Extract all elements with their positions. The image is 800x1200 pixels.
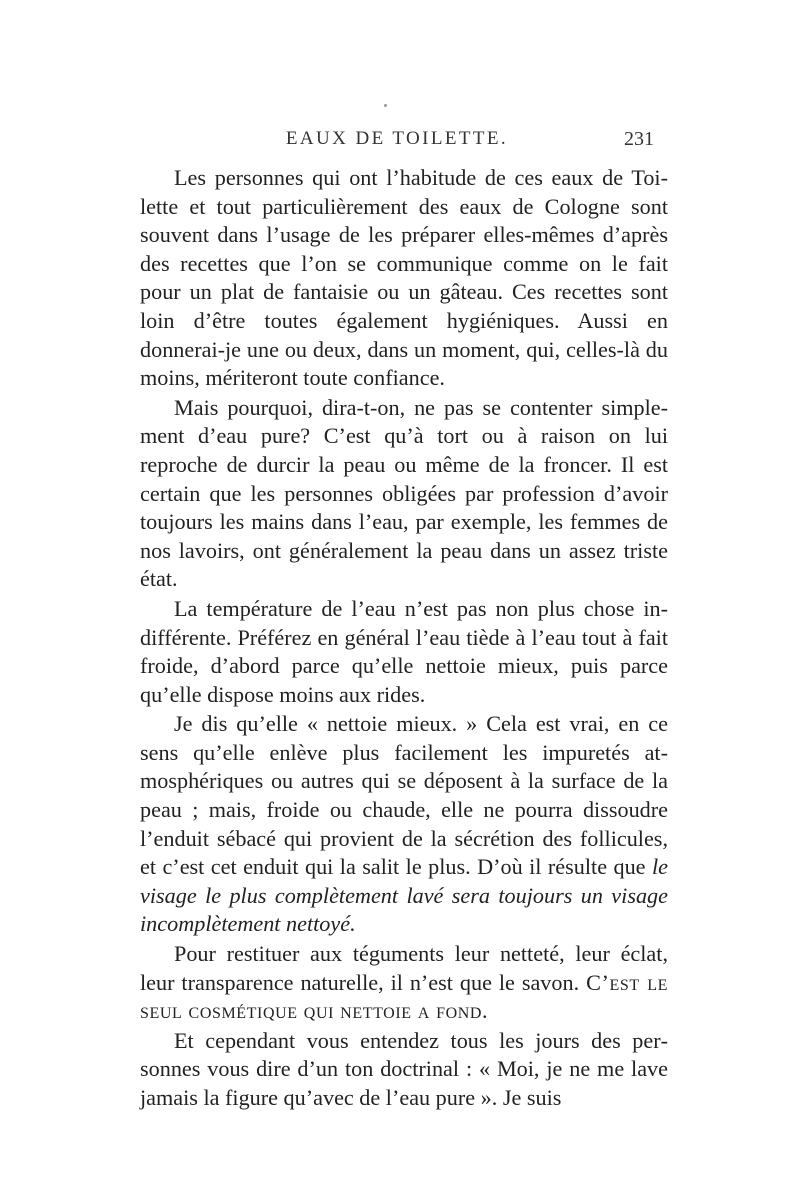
paragraph-5 (140, 940, 668, 1026)
paragraph-5-text: Pour restituer aux téguments leur netteté, leur éclat, leur transparence naturelle, il n’est que le savon. (140, 941, 668, 995)
page-header (140, 128, 654, 162)
body-text (140, 164, 668, 1114)
paragraph-3: La température de l’eau n’est pas non plus chose indifférente. Préférez en général l’eau tiède à l’eau tout à fait froide, d’abord parce qu’elle nettoie mieux, puis parce qu’elle dispose moins aux rides. (140, 595, 668, 707)
paragraph-4 (140, 710, 668, 939)
paragraph-4-italic: le visage le plus complètement lavé sera toujours un visage incomplètement nettoyé. (140, 854, 668, 937)
paragraph-5-smallcaps: C’est le seul cosmétique qui nettoie a fond. (140, 969, 668, 1024)
page-number: 231 (624, 128, 654, 150)
paragraph-1: Les personnes qui ont l’habitude de ces eaux de Toilette et tout particulièrement des eaux de Cologne sont souvent dans l’usage de les préparer elles-mêmes d’après des recettes que l’on se communique comme on le fait pour un plat de fantaisie ou un gâteau. Ces recettes sont loin d’être toutes également hygiéniques. Aussi en donnerai-je une ou deux, dans un moment, qui, celles-là du moins, mériteront toute confiance. (140, 165, 668, 391)
printing-speck (384, 104, 387, 107)
paragraph-6: Et cependant vous entendez tous les jours des personnes vous dire d’un ton doctrinal : « Moi, je ne me lave jamais la figure qu’avec de l’eau pure ». Je suis (140, 1027, 668, 1110)
paragraph-4-text: Je dis qu’elle « nettoie mieux. » Cela est vrai, en ce sens qu’elle enlève plus facilement les impuretés atmosphériques ou autres qui se déposent à la surface de la peau ; mais, froide ou chaude, elle ne pourra dissoudre l’enduit sébacé qui provient de la sécrétion des follicules, et c’est cet enduit qui la salit le plus. D’où il résulte que (140, 711, 668, 880)
paragraph-2: Mais pourquoi, dira-t-on, ne pas se contenter simplement d’eau pure? C’est qu’à tort ou à raison on lui reproche de durcir la peau ou même de la froncer. Il est certain que les personnes obligées par profession d’avoir toujours les mains dans l’eau, par exemple, les femmes de nos lavoirs, ont généralement la peau dans un assez triste état. (140, 394, 668, 592)
running-title: EAUX DE TOILETTE. (285, 128, 509, 149)
